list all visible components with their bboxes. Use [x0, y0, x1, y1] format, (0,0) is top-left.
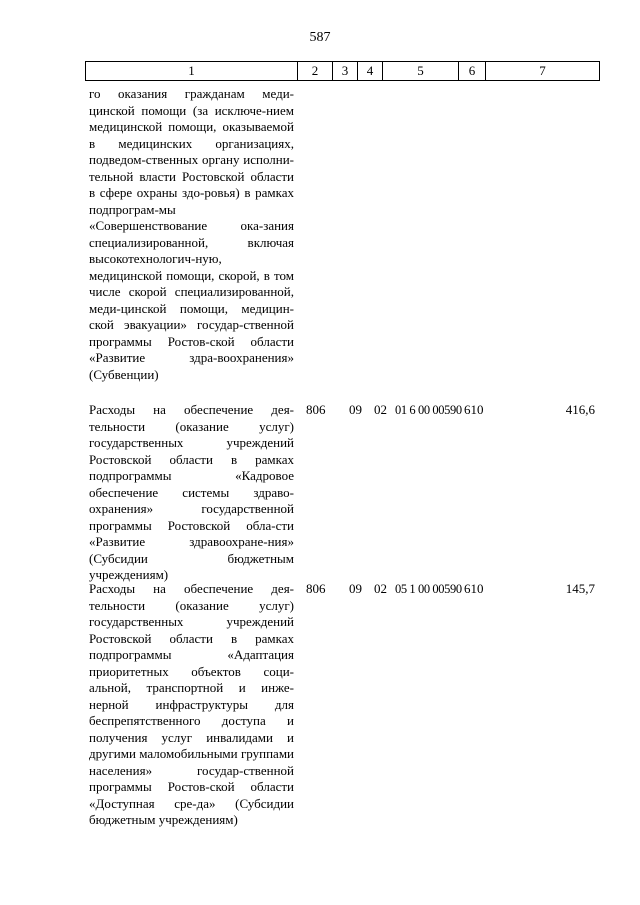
row-description: Расходы на обеспечение дея-тельности (оказание услуг) государственных учреждений Ростовской области в рамках подпрограммы «Кадровое обеспечение системы здраво-охранения» государственной программы Ростовской обла-сти «Развитие здравоохране-ния» (Субсидии бюджетным учреждениям)	[89, 402, 294, 582]
header-col-4: 4	[358, 62, 383, 80]
row-amount: 145,7	[565, 581, 595, 596]
header-col-5: 5	[383, 62, 459, 80]
row-target-article: 05 1 00 00590	[395, 582, 462, 596]
row-expense-type: 610	[464, 581, 484, 596]
header-col-6: 6	[459, 62, 486, 80]
header-col-3: 3	[333, 62, 358, 80]
row-expense-type: 610	[464, 402, 484, 417]
row-amount: 416,6	[565, 402, 595, 417]
row-subsection: 02	[374, 581, 387, 596]
row-subsection: 02	[374, 402, 387, 417]
row-description: Расходы на обеспечение дея-тельности (оказание услуг) государственных учреждений Ростовской области в рамках подпрограммы «Адаптация приоритетных объектов соци-альной, транспортной и инже-нерной инфраструктуры для беспрепятственного доступа и получения услуг инвалидами и другими маломобильными группами населения» государ-ственной программы Ростов-ской области «Доступная сре-да» (Субсидии бюджетным учреждениям)	[89, 581, 294, 827]
row-target-article: 01 6 00 00590	[395, 403, 462, 417]
header-col-2: 2	[298, 62, 333, 80]
table-header	[85, 61, 600, 81]
row-code: 806	[306, 581, 326, 596]
row-description: го оказания гражданам меди-цинской помощи (за исключе-нием медицинской помощи, оказываемой в медицинских организациях, подведом-ственных органу исполни-тельной власти Ростовской области в сфере охраны здо-ровья) в рамках подпрограм-мы «Совершенствование ока-зания специализированной, включая высокотехнологич-ную, медицинской помощи, скорой, в том числе скорой специализированной, меди-цинской помощи, медицин-ской эвакуации» государ-ственной программы Ростов-ской области «Развитие здра-воохранения» (Субвенции)	[89, 86, 294, 382]
header-col-1: 1	[86, 62, 298, 80]
row-section: 09	[349, 402, 362, 417]
row-section: 09	[349, 581, 362, 596]
header-col-7: 7	[539, 63, 546, 78]
row-code: 806	[306, 402, 326, 417]
page-number: 587	[309, 30, 331, 45]
